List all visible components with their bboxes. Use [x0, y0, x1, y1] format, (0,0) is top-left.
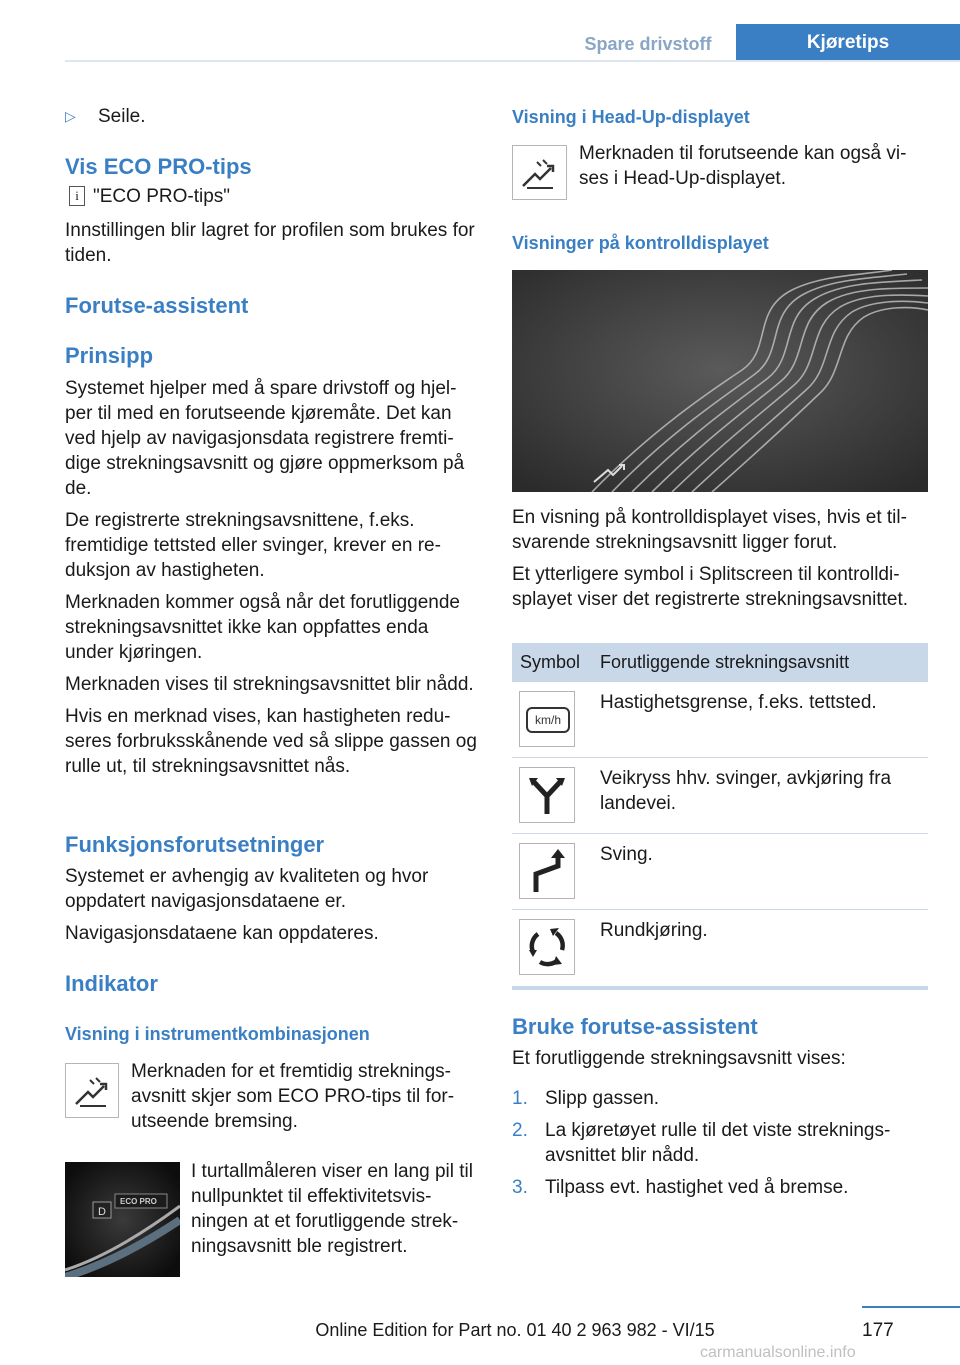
table-cell-text: Hastighetsgrense, f.eks. tettsted.: [600, 692, 877, 713]
heading-hud: Visning i Head-Up-displayet: [512, 107, 750, 127]
list-item: [512, 1086, 928, 1111]
gauge-d-label: D: [98, 1206, 106, 1218]
table-col-description: Forutliggende strekningsavsnitt: [600, 652, 850, 672]
junction-icon: [519, 767, 575, 823]
instr-text: Merknaden for et fremtidig strekningsavsnitt skjer som ECO PRO-tips til forutseende bremsing.: [131, 1061, 455, 1132]
funk-para-2: Navigasjonsdataene kan oppdateres.: [65, 923, 379, 944]
bruke-intro: Et forutliggende strekningsavsnitt vises:: [512, 1048, 846, 1069]
tab-kjoretips[interactable]: Kjøretips: [736, 24, 960, 61]
kontroll-para-2: Et ytterligere symbol i Splitscreen til kontrolldisplayet viser det registrerte strekningsavsnittet.: [512, 564, 909, 610]
step-number: 2.: [512, 1120, 528, 1141]
heading-bruke-forutse-assistent: Bruke forutse-assistent: [512, 1014, 758, 1039]
funk-para-1: Systemet er avhengig av kvaliteten og hvor oppdatert navigasjonsdataene er.: [65, 866, 429, 912]
hud-eco-pro-icon: [512, 145, 567, 200]
table-row: [512, 682, 928, 758]
heading-visning-instrumentkombinasjonen: Visning i instrumentkombinasjonen: [65, 1024, 370, 1044]
prinsipp-para-2: De registrerte strekningsavsnittene, f.eks. fremtidige tettsted eller svinger, krever en reduksjon av hastigheten.: [65, 510, 441, 581]
table-row: [512, 834, 928, 910]
control-display-image: [512, 270, 928, 492]
roundabout-icon: [519, 919, 575, 975]
eco-pro-brake-icon: [65, 1063, 119, 1118]
bullet-triangle-icon: ▷: [65, 108, 76, 124]
turtall-text: I turtallmåleren viser en lang pil til nullpunktet til effektivitetsvisningen at et forutliggende strekningsavsnitt ble registrert.: [191, 1161, 473, 1257]
turn-icon: [519, 843, 575, 899]
heading-funksjonsforutsetninger: Funksjonsforutsetninger: [65, 832, 325, 857]
step-number: 3.: [512, 1177, 528, 1198]
prinsipp-para-4: Merknaden vises til strekningsavsnittet blir nådd.: [65, 674, 474, 695]
menu-info-icon: i: [69, 186, 85, 206]
step-text: Slipp gassen.: [545, 1088, 660, 1109]
steps-list: [512, 1086, 928, 1200]
eco-para: Innstillingen blir lagret for profilen som brukes for tiden.: [65, 220, 475, 266]
eco-menu-text: "ECO PRO-tips": [93, 186, 231, 207]
table-bottom-rule: [512, 986, 928, 990]
heading-prinsipp: Prinsipp: [65, 343, 154, 368]
prinsipp-para-1: Systemet hjelper med å spare drivstoff og hjelper til med en forutseende kjøremåte. Det kan ved hjelp av navigasjonsdata registrere fremtidige strekningsavsnitt og gjøre oppmerksom på de.: [65, 378, 465, 499]
list-item: [512, 1175, 928, 1200]
watermark: carmanualsonline.info: [700, 1344, 856, 1361]
prinsipp-para-5: Hvis en merknad vises, kan hastigheten reduseres forbruksskånende ved så slippe gassen og rulle ut, til strekningsavsnittet nås.: [65, 706, 477, 777]
step-number: 1.: [512, 1088, 528, 1109]
footer-accent-line: [862, 1306, 960, 1308]
prinsipp-para-3: Merknaden kommer også når det forutliggende strekningsavsnittet ikke kan oppfattes enda under kjøringen.: [65, 592, 461, 663]
speed-limit-label: km/h: [526, 707, 570, 733]
bullet-text: Seile.: [98, 106, 146, 127]
heading-kontrolldisplay: Visninger på kontrolldisplayet: [512, 233, 769, 253]
tachometer-image: [65, 1162, 180, 1277]
speed-limit-icon: [519, 691, 575, 747]
tab-spare-drivstoff[interactable]: Spare drivstoff: [560, 28, 736, 61]
heading-vis-eco-pro-tips: Vis ECO PRO-tips: [65, 154, 252, 179]
hud-text: Merknaden til forutseende kan også vises i Head-Up-displayet.: [579, 143, 907, 189]
table-col-symbol: Symbol: [520, 652, 581, 672]
heading-forutse-assistent: Forutse-assistent: [65, 293, 249, 318]
kontroll-para-1: En visning på kontrolldisplayet vises, hvis et tilsvarende strekningsavsnitt ligger forut.: [512, 507, 907, 553]
footer-edition: Online Edition for Part no. 01 40 2 963 982 - VI/15: [315, 1320, 715, 1340]
heading-indikator: Indikator: [65, 971, 158, 996]
table-cell-text: Veikryss hhv. svinger, avkjøring fra landevei.: [600, 768, 892, 814]
symbol-table-header: [512, 643, 928, 682]
table-cell-text: Rundkjøring.: [600, 920, 708, 941]
header-divider: [65, 60, 960, 62]
table-row: [512, 910, 928, 986]
page-number: 177: [862, 1320, 894, 1341]
gauge-eco-label: ECO PRO: [120, 1197, 157, 1206]
list-item: [512, 1118, 928, 1168]
table-row: [512, 758, 928, 834]
step-text: Tilpass evt. hastighet ved å bremse.: [545, 1177, 849, 1198]
table-cell-text: Sving.: [600, 844, 653, 865]
step-text: La kjøretøyet rulle til det viste strekningsavsnittet blir nådd.: [545, 1120, 891, 1166]
